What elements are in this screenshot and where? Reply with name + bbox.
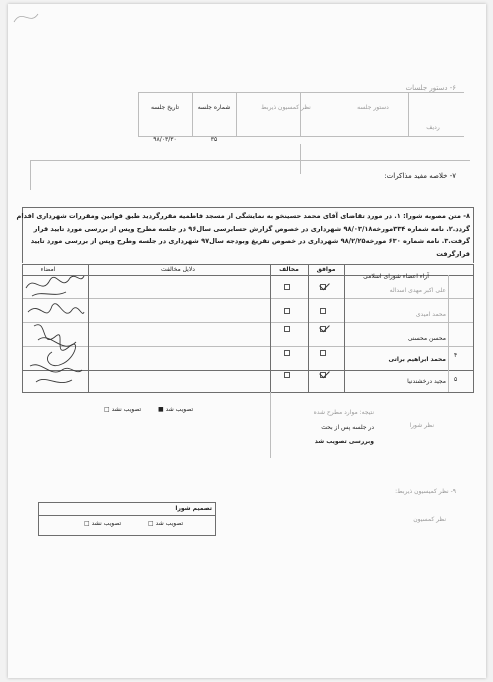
section7-title: ۷- خلاصه مفید مذاکرات: [384, 172, 456, 180]
table-top-border [138, 92, 464, 93]
col-reasons: دلایل مخالفت [161, 266, 195, 273]
section9-sub-label: نظر کمسیون [413, 516, 446, 523]
col-date: تاریخ جلسه [150, 104, 180, 111]
not-approved-option[interactable] [104, 406, 141, 413]
approved-mark-icon: ■ [158, 406, 164, 413]
decision-not-approved-label: تصویب نشد [91, 520, 122, 527]
signature-1 [26, 276, 84, 288]
date-value: ۹۸/۰۳/۳۰ [153, 136, 177, 143]
result-faint-label: نتیجه: موارد مطرح شده [313, 409, 374, 416]
disagree-checkbox[interactable] [284, 350, 290, 356]
col-commission: نظر کمسیون ذیربط [261, 104, 311, 111]
member-name: محسن محسنی [407, 335, 446, 342]
agree-checkbox[interactable] [320, 284, 326, 290]
disagree-checkbox[interactable] [284, 372, 290, 378]
disagree-checkbox[interactable] [284, 284, 290, 290]
resolution-text [16, 210, 470, 260]
resolution-line-4: قرارگرفت [436, 249, 470, 258]
decision-approved-label: تصویب شد [155, 520, 184, 527]
member-name: علی اکبر مهدی اسداله [389, 287, 446, 294]
disagree-checkbox[interactable] [284, 308, 290, 314]
signature-2 [28, 304, 84, 314]
member-name: محمد ابراهیم براتی [388, 356, 446, 363]
disagree-checkbox[interactable] [284, 326, 290, 332]
member-name: مجید درخشندنیا [407, 378, 446, 385]
result-text-1: در جلسه پس از بحث [321, 424, 374, 431]
decision-approved-option[interactable] [148, 520, 183, 527]
session-value: ۳۵ [210, 136, 218, 143]
member-name: محمد امیدی [415, 311, 446, 318]
corner-scribble-icon [8, 4, 68, 44]
signature-3 [34, 325, 76, 366]
member-no: ۵ [454, 376, 458, 383]
col-session-no: شماره جلسه [197, 104, 231, 111]
approved-option[interactable] [158, 406, 193, 413]
document-page [8, 4, 486, 678]
section6-title: ۶- دستور جلسات [405, 84, 456, 92]
col-members: آراء اعضاء شورای اسلامی [363, 273, 429, 280]
col-disagree: مخالف [279, 266, 299, 273]
section9-title: ۹- نظر کمیسیون ذیربط: [395, 488, 456, 495]
approved-label: تصویب شد [165, 406, 194, 413]
col-agree: موافق [316, 266, 336, 273]
not-approved-label: تصویب نشد [111, 406, 142, 413]
row-label: ردیف [426, 124, 440, 131]
result-left-label: نظر شورا [409, 422, 434, 429]
result-text-2: وبررسی تصویب شد [314, 438, 374, 445]
signature-5 [36, 379, 72, 382]
col-signature: امضاء [40, 266, 56, 273]
agree-checkbox[interactable] [320, 308, 326, 314]
decision-not-approved-option[interactable] [84, 520, 121, 527]
agree-checkbox[interactable] [320, 326, 326, 332]
decision-title: تصمیم شورا [175, 505, 212, 512]
resolution-line-2: گردد.۲. نامه شماره ۳۳۴مورخه۹۸/۰۳/۱۸ شهرداری در خصوص گزارش حسابرسی سال۹۶ در جلسه مطرح وپس از بررسی مورد تایید قرار [33, 224, 470, 233]
col-agenda: دستور جلسه [357, 104, 389, 111]
not-approved-checkbox-icon: □ [104, 406, 110, 413]
member-no: ۴ [454, 352, 458, 359]
resolution-line-3: گرفت.۳. نامه شماره ۶۳۰ مورخه۹۸/۲/۲۵ شهرداری در خصوص تفریغ وبودجه سال۹۷ شهرداری در جلسه وطرح وپس از بررسی مورد تایید [30, 237, 470, 245]
resolution-line-1: ۸- متن مصوبه شورا: ۱. در مورد تقاضای آقای محمد حسینخو به نمایشگی از مسجد فاطمیه مقررگردید طبق قوانین ومقررات شهرداری اقدام [16, 212, 470, 220]
agree-checkbox[interactable] [320, 372, 326, 378]
signatures-drawing [22, 266, 88, 392]
decision-approved-checkbox-icon: □ [148, 520, 154, 527]
agree-checkbox[interactable] [320, 350, 326, 356]
decision-not-approved-checkbox-icon: □ [84, 520, 90, 527]
